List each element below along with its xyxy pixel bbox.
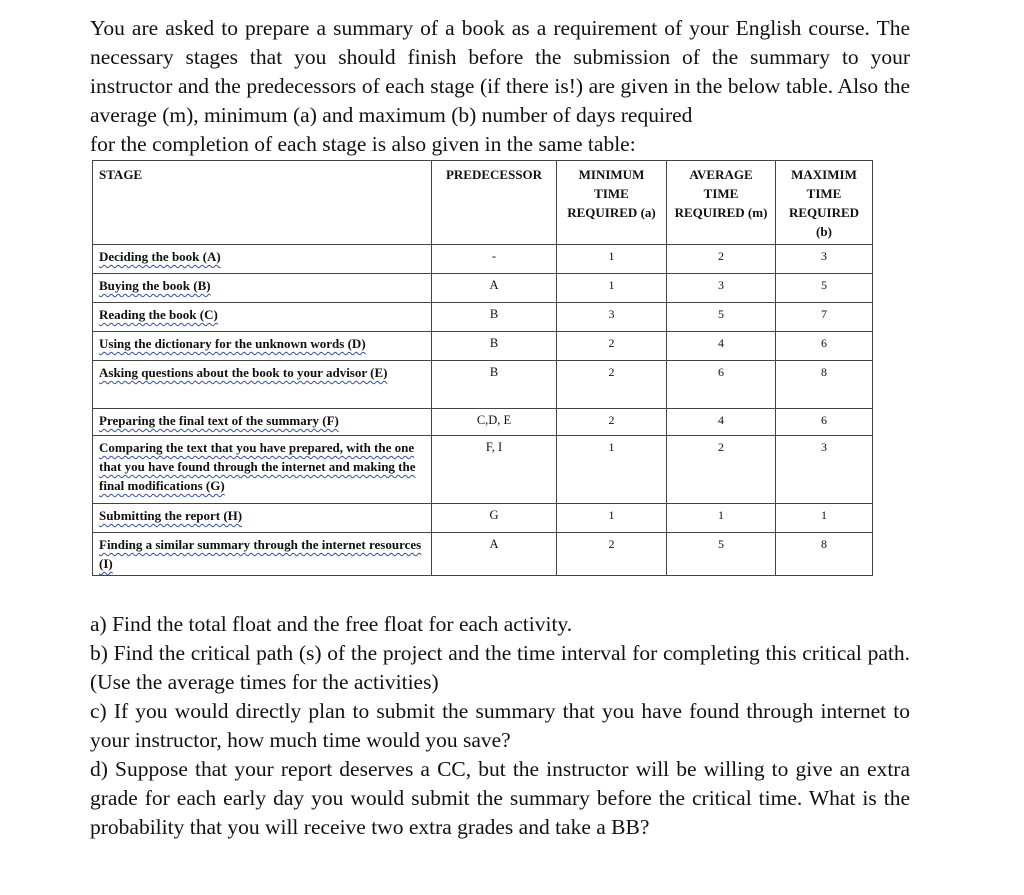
predecessor-cell: A <box>432 274 557 303</box>
avg-cell: 2 <box>667 245 776 274</box>
min-cell: 1 <box>557 436 667 504</box>
avg-cell: 4 <box>667 332 776 361</box>
question-a: a) Find the total float and the free float for each activity. <box>90 612 573 636</box>
question-d: d) Suppose that your report deserves a CC, but the instructor will be willing to give an extra grade for each early day you would submit the summary before the critical time. What is the probability that you will receive two extra grades and take a BB? <box>90 757 910 839</box>
avg-cell: 4 <box>667 409 776 436</box>
stage-label: Deciding the book (A) <box>99 249 221 264</box>
avg-cell: 2 <box>667 436 776 504</box>
table-row <box>93 504 873 533</box>
table-header-row <box>93 161 873 245</box>
intro-last-line: for the completion of each stage is also given in the same table: <box>90 132 636 156</box>
predecessor-cell: C,D, E <box>432 409 557 436</box>
stage-label: Reading the book (C) <box>99 307 218 322</box>
max-cell: 6 <box>776 409 873 436</box>
questions-block <box>90 610 910 842</box>
stage-label: Asking questions about the book to your advisor (E) <box>99 365 388 380</box>
max-cell: 1 <box>776 504 873 533</box>
header-average: AVERAGE TIME REQUIRED (m) <box>667 161 776 245</box>
min-cell: 1 <box>557 245 667 274</box>
stage-cell <box>93 303 432 332</box>
question-b: b) Find the critical path (s) of the project and the time interval for completing this critical path. (Use the average times for the activities) <box>90 641 910 694</box>
stage-cell <box>93 361 432 409</box>
max-cell: 7 <box>776 303 873 332</box>
avg-cell: 1 <box>667 504 776 533</box>
table-row <box>93 303 873 332</box>
intro-text: You are asked to prepare a summary of a book as a requirement of your English course. The necessary stages that you should finish before the submission of the summary to your instructor and the predecessors of each stage (if there is!) are given in the below table. Also the average (m), minimum (a) and maximum (b) number of days required <box>90 16 910 127</box>
table-row <box>93 409 873 436</box>
predecessor-cell: F, I <box>432 436 557 504</box>
stage-cell <box>93 504 432 533</box>
question-c: c) If you would directly plan to submit the summary that you have found through internet to your instructor, how much time would you save? <box>90 699 910 752</box>
min-cell: 2 <box>557 409 667 436</box>
table-row <box>93 332 873 361</box>
min-cell: 1 <box>557 274 667 303</box>
max-cell: 8 <box>776 361 873 409</box>
stage-cell <box>93 409 432 436</box>
stage-label: Finding a similar summary through the internet resources (I) <box>99 537 422 571</box>
table-row <box>93 533 873 576</box>
predecessor-cell: G <box>432 504 557 533</box>
stage-cell <box>93 533 432 576</box>
max-cell: 3 <box>776 245 873 274</box>
stage-label: Comparing the text that you have prepared, with the one that you have found through the internet and making the final modifications (G) <box>99 440 416 493</box>
stage-label: Using the dictionary for the unknown words (D) <box>99 336 366 351</box>
header-maximum: MAXIMIM TIME REQUIRED (b) <box>776 161 873 245</box>
predecessor-cell: B <box>432 303 557 332</box>
header-stage: STAGE <box>93 161 432 245</box>
table-row <box>93 436 873 504</box>
table-row <box>93 245 873 274</box>
min-cell: 3 <box>557 303 667 332</box>
avg-cell: 5 <box>667 303 776 332</box>
header-predecessor: PREDECESSOR <box>432 161 557 245</box>
min-cell: 2 <box>557 361 667 409</box>
stage-label: Submitting the report (H) <box>99 508 243 523</box>
min-cell: 1 <box>557 504 667 533</box>
table-row <box>93 361 873 409</box>
stage-cell <box>93 274 432 303</box>
avg-cell: 3 <box>667 274 776 303</box>
predecessor-cell: A <box>432 533 557 576</box>
avg-cell: 6 <box>667 361 776 409</box>
max-cell: 6 <box>776 332 873 361</box>
avg-cell: 5 <box>667 533 776 576</box>
min-cell: 2 <box>557 332 667 361</box>
max-cell: 5 <box>776 274 873 303</box>
predecessor-cell: B <box>432 361 557 409</box>
max-cell: 3 <box>776 436 873 504</box>
stage-cell <box>93 332 432 361</box>
predecessor-cell: - <box>432 245 557 274</box>
predecessor-cell: B <box>432 332 557 361</box>
stage-label: Buying the book (B) <box>99 278 211 293</box>
min-cell: 2 <box>557 533 667 576</box>
header-minimum: MINIMUM TIME REQUIRED (a) <box>557 161 667 245</box>
max-cell: 8 <box>776 533 873 576</box>
stage-cell <box>93 245 432 274</box>
stage-cell <box>93 436 432 504</box>
table-row <box>93 274 873 303</box>
stage-label: Preparing the final text of the summary (F) <box>99 413 339 428</box>
stages-table <box>92 160 873 576</box>
intro-paragraph <box>90 14 910 159</box>
